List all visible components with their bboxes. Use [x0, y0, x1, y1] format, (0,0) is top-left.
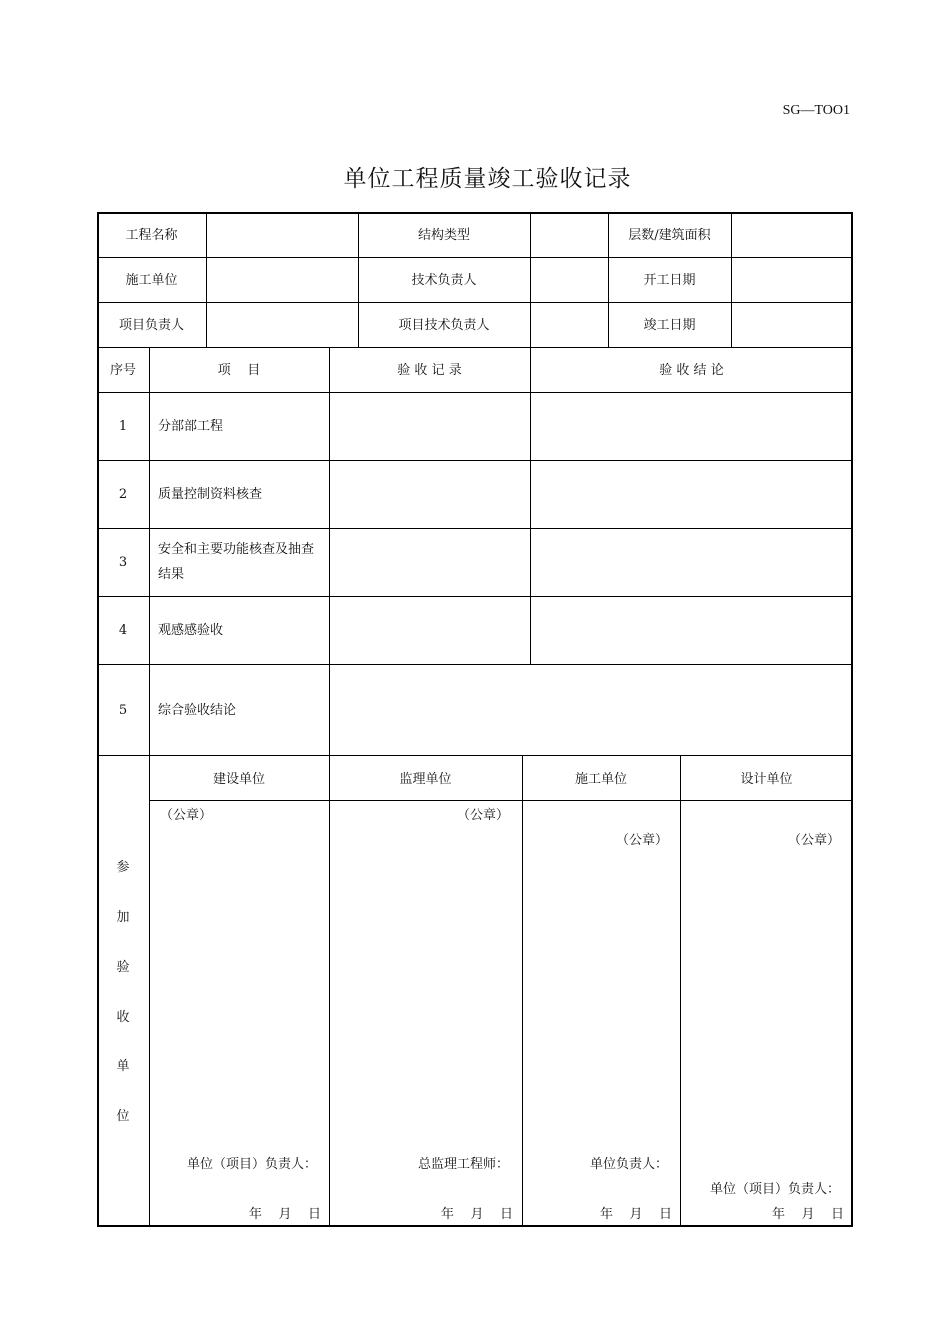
unit-header-contractor: 施工单位: [574, 772, 627, 787]
table-rule: [530, 347, 531, 664]
column-header-record: 验 收 记 录: [397, 363, 462, 378]
side-label-char: 验: [116, 960, 130, 975]
label-start-date: 开工日期: [643, 273, 696, 288]
date-line: 年 月 日: [771, 1207, 844, 1222]
seal-placeholder: （公章）: [787, 833, 840, 848]
label-project-tech-lead: 项目技术负责人: [398, 318, 490, 333]
table-rule: [680, 755, 681, 1227]
row-item-label: 综合验收结论: [158, 703, 237, 718]
table-rule: [97, 392, 853, 393]
date-line: 年 月 日: [599, 1207, 672, 1222]
unit-header-owner: 建设单位: [212, 772, 265, 787]
row-number: 2: [118, 487, 128, 502]
signer-label: 总监理工程师：: [417, 1157, 509, 1172]
side-label-char: 参: [116, 860, 130, 875]
table-rule: [97, 257, 853, 258]
table-rule: [206, 212, 207, 347]
column-header-item: 项 目: [217, 363, 261, 378]
table-rule: [97, 460, 853, 461]
table-rule: [97, 347, 853, 348]
signer-label: 单位（项目）负责人：: [709, 1182, 840, 1197]
table-rule: [97, 664, 853, 665]
label-tech-lead: 技术负责人: [411, 273, 477, 288]
label-completion-date: 竣工日期: [643, 318, 696, 333]
signer-label: 单位负责人：: [589, 1157, 668, 1172]
label-structure-type: 结构类型: [417, 228, 470, 243]
page-title: 单位工程质量竣工验收记录: [343, 166, 632, 192]
label-project-name: 工程名称: [125, 228, 178, 243]
label-project-lead: 项目负责人: [118, 318, 184, 333]
table-rule: [97, 528, 853, 529]
side-label-char: 单: [116, 1059, 130, 1074]
row-number: 1: [118, 419, 128, 434]
row-item-label: 分部部工程: [158, 419, 224, 434]
table-rule: [97, 596, 853, 597]
row-item-label: 质量控制资料核查: [158, 487, 263, 502]
row-item-label: 安全和主要功能核查及抽查结果: [158, 542, 315, 582]
document-code: SG—TOO1: [782, 103, 850, 118]
row-number: 4: [118, 623, 128, 638]
side-label-char: 位: [116, 1109, 130, 1124]
row-number: 3: [118, 555, 128, 570]
date-line: 年 月 日: [248, 1207, 321, 1222]
label-floors-area: 层数/建筑面积: [628, 228, 711, 243]
table-rule: [97, 755, 853, 756]
unit-header-supervisor: 监理单位: [399, 772, 452, 787]
date-line: 年 月 日: [440, 1207, 513, 1222]
row-item-label: 观感感验收: [158, 623, 224, 638]
label-construction-unit: 施工单位: [125, 273, 178, 288]
seal-placeholder: （公章）: [615, 833, 668, 848]
table-rule: [530, 212, 531, 347]
side-label-char: 收: [116, 1010, 130, 1025]
table-rule: [731, 212, 732, 347]
table-rule: [149, 800, 853, 801]
signer-label: 单位（项目）负责人：: [186, 1157, 317, 1172]
seal-placeholder: （公章）: [456, 808, 509, 823]
side-label-char: 加: [116, 910, 130, 925]
seal-placeholder: （公章）: [160, 808, 213, 823]
unit-header-designer: 设计单位: [740, 772, 793, 787]
row-number: 5: [118, 703, 128, 718]
column-header-index: 序号: [109, 363, 136, 378]
column-header-conclusion: 验 收 结 论: [659, 363, 724, 378]
table-rule: [97, 302, 853, 303]
